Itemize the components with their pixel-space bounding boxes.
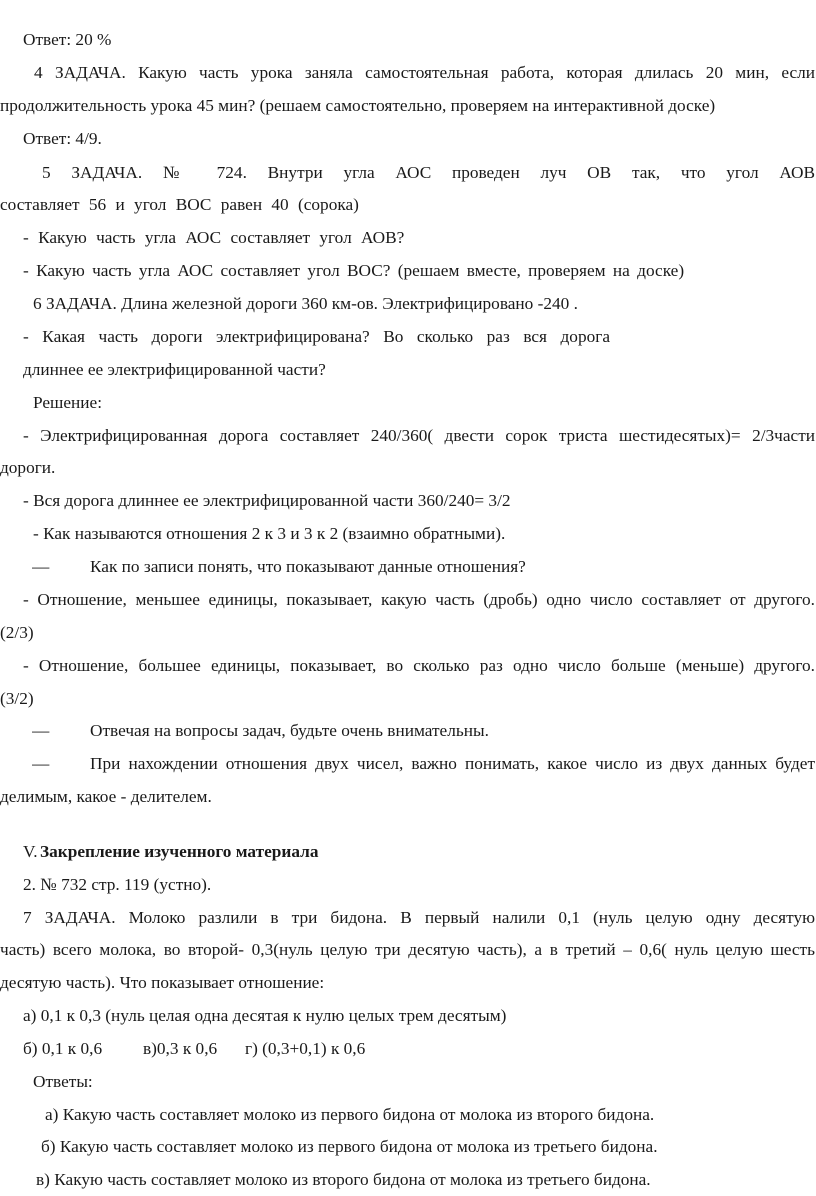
dash-marker: —	[32, 721, 50, 740]
solution-line-2: дороги.	[0, 458, 56, 477]
task-5-line-2: составляет 56 и угол ВОС равен 40 (сорока)	[0, 195, 359, 214]
task-5-question-1: - Какую часть угла АОС составляет угол АОВ?	[23, 228, 405, 247]
task-7-item-v: в)0,3 к 0,6	[143, 1039, 218, 1058]
solution-heading: Решение:	[33, 393, 102, 412]
task-4-line-1: 4 ЗАДАЧА. Какую часть урока заняла самостоятельная работа, которая длилась 20 мин, если	[34, 63, 815, 82]
rule-line-2: - Отношение, большее единицы, показывает, во сколько раз одно число больше (меньше) другого.	[23, 656, 815, 675]
exercise-line: 2. № 732 стр. 119 (устно).	[23, 875, 212, 894]
task-7-item-b: б) 0,1 к 0,6	[23, 1039, 103, 1058]
answer-line: Ответ: 4/9.	[23, 129, 102, 148]
solution-line-3: - Вся дорога длиннее ее электрифицированной части 360/240= 3/2	[23, 491, 511, 510]
dash-marker: —	[32, 557, 50, 576]
section-number: V.	[23, 842, 38, 861]
section-heading: Закрепление изученного материала	[40, 842, 319, 861]
task-7-item-g: г) (0,3+0,1) к 0,6	[245, 1039, 366, 1058]
task-5-question-2: - Какую часть угла АОС составляет угол ВОС? (решаем вместе, проверяем на доске)	[23, 261, 685, 280]
answer-v: в) Какую часть составляет молоко из второго бидона от молока из третьего бидона.	[36, 1170, 651, 1189]
task-6-line-1: 6 ЗАДАЧА. Длина железной дороги 360 км-ов. Электрифицировано -240 .	[33, 294, 578, 313]
advice-line-2-cont: делимым, какое - делителем.	[0, 787, 212, 806]
advice-line-2: При нахождении отношения двух чисел, важно понимать, какое число из двух данных будет	[90, 754, 815, 773]
answer-a: а) Какую часть составляет молоко из первого бидона от молока из второго бидона.	[45, 1105, 655, 1124]
task-7-line-2: часть) всего молока, во второй- 0,3(нуль целую три десятую часть), а в третий – 0,6( нуль целую шесть	[0, 940, 815, 959]
rule-line-1: - Отношение, меньшее единицы, показывает, какую часть (дробь) одно число составляет от другого.	[23, 590, 815, 609]
task-7-item-a: а) 0,1 к 0,3 (нуль целая одна десятая к нулю целых трем десятым)	[23, 1006, 507, 1025]
task-6-question-1: - Какая часть дороги электрифицирована? Во сколько раз вся дорога	[23, 327, 610, 346]
rule-line-2-example: (3/2)	[0, 689, 34, 708]
solution-line-4: - Как называются отношения 2 к 3 и 3 к 2 (взаимно обратными).	[33, 524, 506, 543]
dash-marker: —	[32, 754, 50, 773]
advice-line-1: Отвечая на вопросы задач, будьте очень внимательны.	[90, 721, 489, 740]
task-7-line-1: 7 ЗАДАЧА. Молоко разлили в три бидона. В первый налили 0,1 (нуль целую одну десятую	[23, 908, 815, 927]
answer-b: б) Какую часть составляет молоко из первого бидона от молока из третьего бидона.	[41, 1137, 658, 1156]
question-line: Как по записи понять, что показывают данные отношения?	[90, 557, 526, 576]
task-5-line-1: 5 ЗАДАЧА. № 724. Внутри угла АОС проведен луч ОВ так, что угол АОВ	[42, 163, 815, 182]
answers-heading: Ответы:	[33, 1072, 93, 1091]
answer-line: Ответ: 20 %	[23, 30, 112, 49]
rule-line-1-example: (2/3)	[0, 623, 34, 642]
task-7-line-3: десятую часть). Что показывает отношение:	[0, 973, 325, 992]
task-4-line-2: продолжительность урока 45 мин? (решаем самостоятельно, проверяем на интерактивной доске)	[0, 96, 716, 115]
solution-line-1: - Электрифицированная дорога составляет 240/360( двести сорок триста шестидесятых)= 2/3части	[23, 426, 815, 445]
task-6-question-2: длиннее ее электрифицированной части?	[23, 360, 326, 379]
